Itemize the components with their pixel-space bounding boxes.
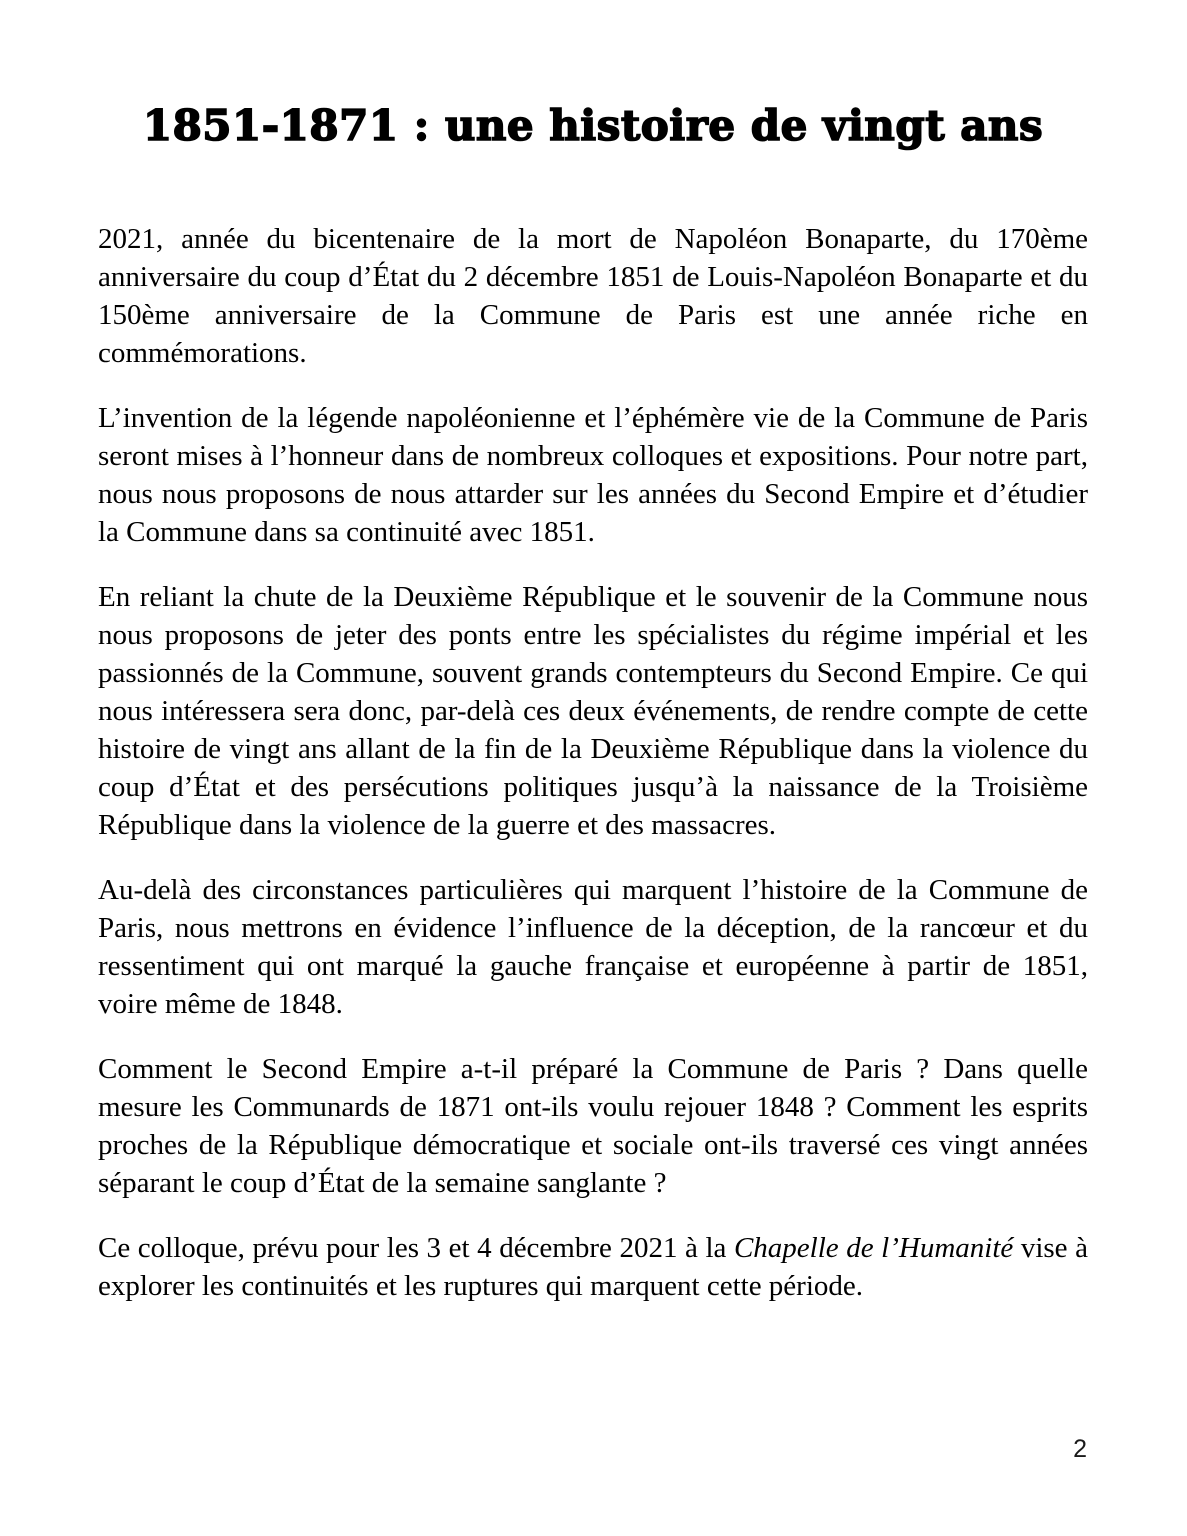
paragraph-colloque (98, 1229, 1088, 1305)
paragraph-au-dela-circonstances: Au-delà des circonstances particulières qui marquent l’histoire de la Commune de Paris, nous mettrons en évidence l’influence de la déception, de la rancœur et du ressentiment qui ont marqué la gauche française et européenne à partir de 1851, voire même de 1848. (98, 874, 1088, 1020)
page-title: 1851-1871 : une histoire de vingt ans (142, 101, 1044, 150)
paragraph-questions: Comment le Second Empire a-t-il préparé la Commune de Paris ? Dans quelle mesure les Communards de 1871 ont-ils voulu rejouer 1848 ? Comment les esprits proches de la République démocratique et sociale ont-ils traversé ces vingt années séparant le coup d’État de la semaine sanglante ? (98, 1053, 1088, 1199)
paragraph-histoire-vingt-ans: En reliant la chute de la Deuxième République et le souvenir de la Commune nous nous proposons de jeter des ponts entre les spécialistes du régime impérial et les passionnés de la Commune, souvent grands contempteurs du Second Empire. Ce qui nous intéressera sera donc, par-delà ces deux événements, de rendre compte de cette histoire de vingt ans allant de la fin de la Deuxième République dans la violence du coup d’État et des persécutions politiques jusqu’à la naissance de la Troisième République dans la violence de la guerre et des massacres. (98, 581, 1088, 841)
page-number: 2 (1073, 1435, 1087, 1463)
document-body (98, 220, 1088, 1305)
venue-name-italic: Chapelle de l’Humanité (733, 1232, 1014, 1264)
colloque-text-before: Ce colloque, prévu pour les 3 et 4 décembre 2021 à la (98, 1232, 734, 1264)
paragraph-commemorations: 2021, année du bicentenaire de la mort de Napoléon Bonaparte, du 170ème anniversaire du coup d’État du 2 décembre 1851 de Louis-Napoléon Bonaparte et du 150ème anniversaire de la Commune de Paris est une année riche en commémorations. (98, 223, 1088, 369)
colloque-text-after: vise à explorer les continuités et les ruptures qui marquent cette période. (98, 1232, 1088, 1302)
paragraph-legende-napoleonienne: L’invention de la légende napoléonienne et l’éphémère vie de la Commune de Paris seront mises à l’honneur dans de nombreux colloques et expositions. Pour notre part, nous nous proposons de nous attarder sur les années du Second Empire et d’étudier la Commune dans sa continuité avec 1851. (98, 402, 1088, 548)
document-content (98, 100, 1088, 1305)
